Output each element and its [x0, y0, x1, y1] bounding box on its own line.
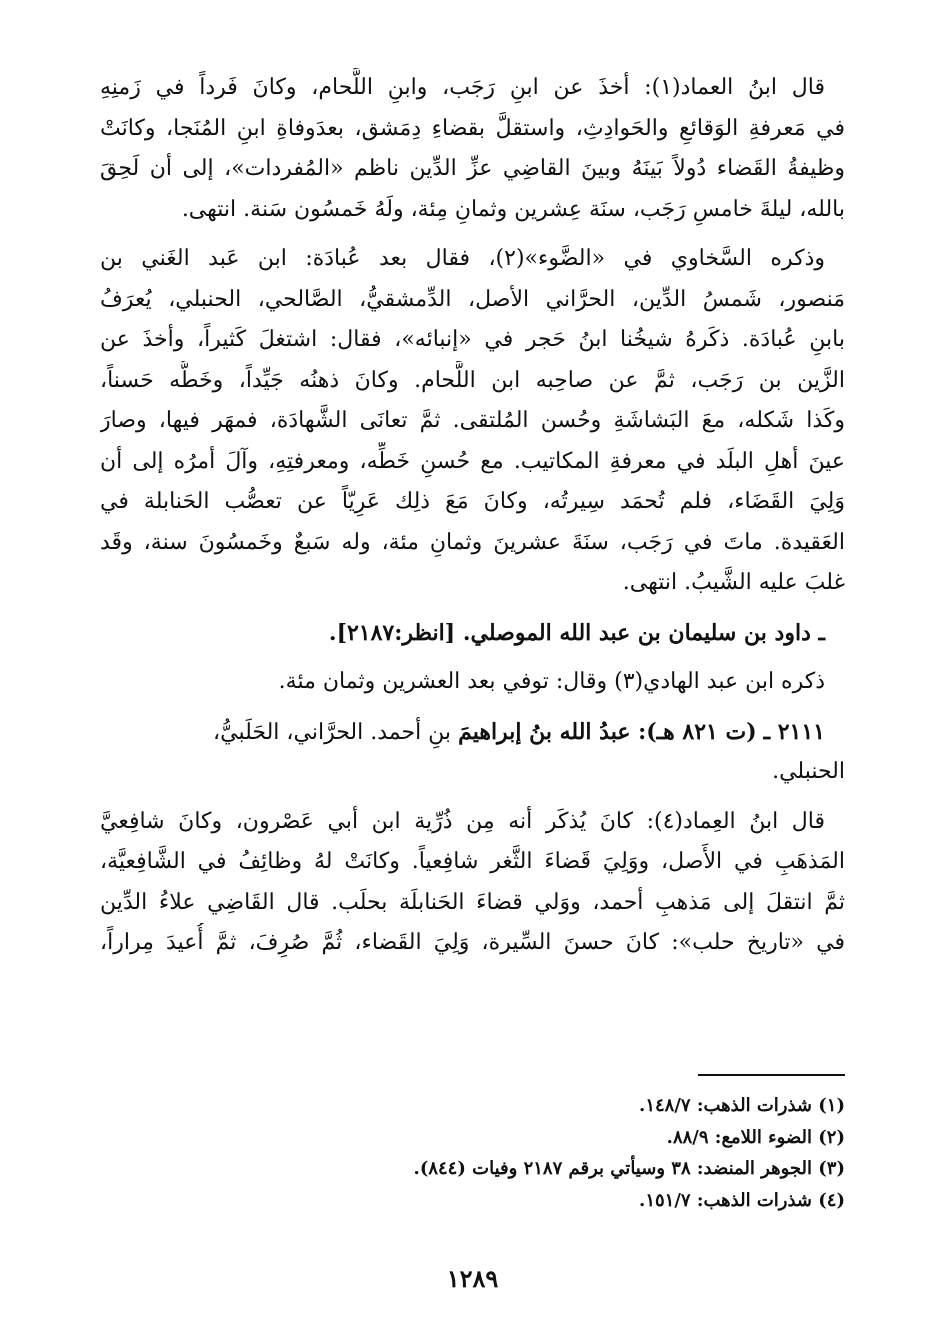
- page-number: ١٢٨٩: [446, 1264, 499, 1293]
- entry-daud-heading: [100, 613, 845, 654]
- text-line: وظيفةُ القَضاء دُولاً بَينَهُ وبينَ القاضِي عزِّ الدِّين ناظم «المُفردات»، إلى أن لَحِقَ: [100, 156, 845, 181]
- entry-name: (ت ٨٢١ هـ): عبدُ الله بنُ إبراهيمَ: [458, 718, 757, 745]
- paragraph-ibn-abd-al-hadi: [100, 662, 845, 703]
- paragraph-ibn-al-imad-1: [100, 68, 845, 230]
- text-line: المَذهَبِ في الأَصل، ووَلِيَ قَضاءَ الثَّغر شافِعياً. وكانَتْ لهُ وظائِفُ في الشَّافِعيَّة،: [100, 849, 845, 874]
- text-line: في مَعرفةِ الوَقائعِ والحَوادِثِ، واستقلَّ بقضاءِ دِمَشق، بعدَوفاةِ ابنِ المُنَجا، وكانَتْ: [100, 115, 845, 141]
- footnotes: [100, 1090, 845, 1216]
- text-line: العَقيدة. ماتَ في رَجَب، سنَةَ عشرينَ وثمانِ مئة، وله سَبعٌ وخَمسُونَ سنة، وقَد: [100, 529, 845, 555]
- text-line: في «تاريخ حلب»: كانَ حسنَ السِّيرة، وَلِيَ القَضاء، ثُمَّ صُرِفَ، ثمَّ أُعيدَ مِراراً،: [100, 930, 845, 955]
- entry-daud-end: .: [328, 619, 337, 646]
- text-line: عينَ أهلِ البلَد في معرفةِ المكاتيب. مع حُسنِ خَطِّه، ومعرفتِهِ، وآلَ أمرُه إلى أن: [100, 448, 845, 474]
- footnote-3: (٣) الجوهر المنضد: ٣٨ وسيأتي برقم ٢١٨٧ وفيات (٨٤٤).: [413, 1158, 845, 1179]
- entry-name-rest: بنِ أحمد. الحرَّاني، الحَلَبيُّ،: [213, 719, 459, 745]
- text-line: الزَّين بن رَجَب، ثمَّ عن صاحِبه ابن اللَّحام. وكانَ ذهنُه جَيِّداً، وخَطُّه حَسناً،: [100, 367, 845, 393]
- text-line: بالله، ليلةَ خامسِ رَجَب، سنَة عِشرين وثمانِ مِئة، ولَهُ خَمسُون سَنة. انتهى.: [181, 196, 845, 222]
- text-line: وَلِيَ القَضَاء، فلم تُحمَد سِيرتُه، وكانَ مَعَ ذلِك عَرِيّاً عن تعصُّب الحَنابلة في: [100, 489, 845, 514]
- entry-number: ٢١١١ ـ: [763, 718, 825, 745]
- paragraph-sakhawi: [100, 239, 845, 604]
- text-line: بابنِ عُبادَة. ذكَرهُ شيخُنا ابنُ حَجر في «إنبائه»، فقال: اشتغلَ كَثيراً، وأخذَ عن: [100, 327, 845, 352]
- text-line: وكَذا شَكله، معَ البَشاشَةِ وحُسن المُلتقى. ثمَّ تعانَى الشَّهادَة، فمهَر فيها، وصارَ: [100, 408, 845, 433]
- paragraph-ibn-al-imad-2: [100, 802, 845, 964]
- main-text: [100, 68, 845, 973]
- entry-2111-line: [100, 712, 845, 753]
- text-line: مَنصور، شَمسُ الدِّين، الحرَّاني الأصل، الدِّمشقيُّ، الصَّالحي، الحنبلي، يُعرَفُ: [100, 286, 845, 312]
- text-line: ثمَّ انتقلَ إلى مَذهبِ أحمد، ووَلي قضاءَ الحَنابلَة بحلَب. قال القَاضِي علاءُ الدِّين: [100, 889, 845, 915]
- footnote-2: (٢) الضوء اللامع: ٨٨/٩.: [666, 1126, 845, 1148]
- footnote-1: (١) شذرات الذهب: ١٤٨/٧.: [639, 1095, 845, 1116]
- entry-daud-name: ـ داود بن سليمان بن عبد الله الموصلي.: [455, 619, 825, 646]
- cross-reference-link[interactable]: [انظر:٢١٨٧]: [336, 619, 456, 646]
- text-line: قال ابنُ العِماد(٤): كانَ يُذكَر أنه مِن ذُرِّية ابن أبي عَصْرون، وكانَ شافِعيَّ: [100, 808, 825, 834]
- text-line: وذكره السَّخاوي في «الضَّوء»(٢)، فقال بعد عُبادَة: ابن عَبد الغَني بن: [100, 246, 825, 271]
- text-line: قال ابنُ العماد(١): أخذَ عن ابنِ رَجَب، وابنِ اللَّحام، وكانَ فَرداً في زَمنِهِ: [100, 75, 825, 100]
- entry-2111-heading: [100, 712, 845, 793]
- entry-2111-line-2: الحنبلي.: [772, 759, 845, 784]
- text-line: ذكره ابن عبد الهادي(٣) وقال: توفي بعد العشرين وثمان مئة.: [278, 669, 825, 694]
- footnote-divider: [698, 1074, 845, 1076]
- text-line: غلبَ عليه الشَّيبُ. انتهى.: [622, 570, 845, 595]
- footnote-4: (٤) شذرات الذهب: ١٥١/٧.: [639, 1189, 845, 1211]
